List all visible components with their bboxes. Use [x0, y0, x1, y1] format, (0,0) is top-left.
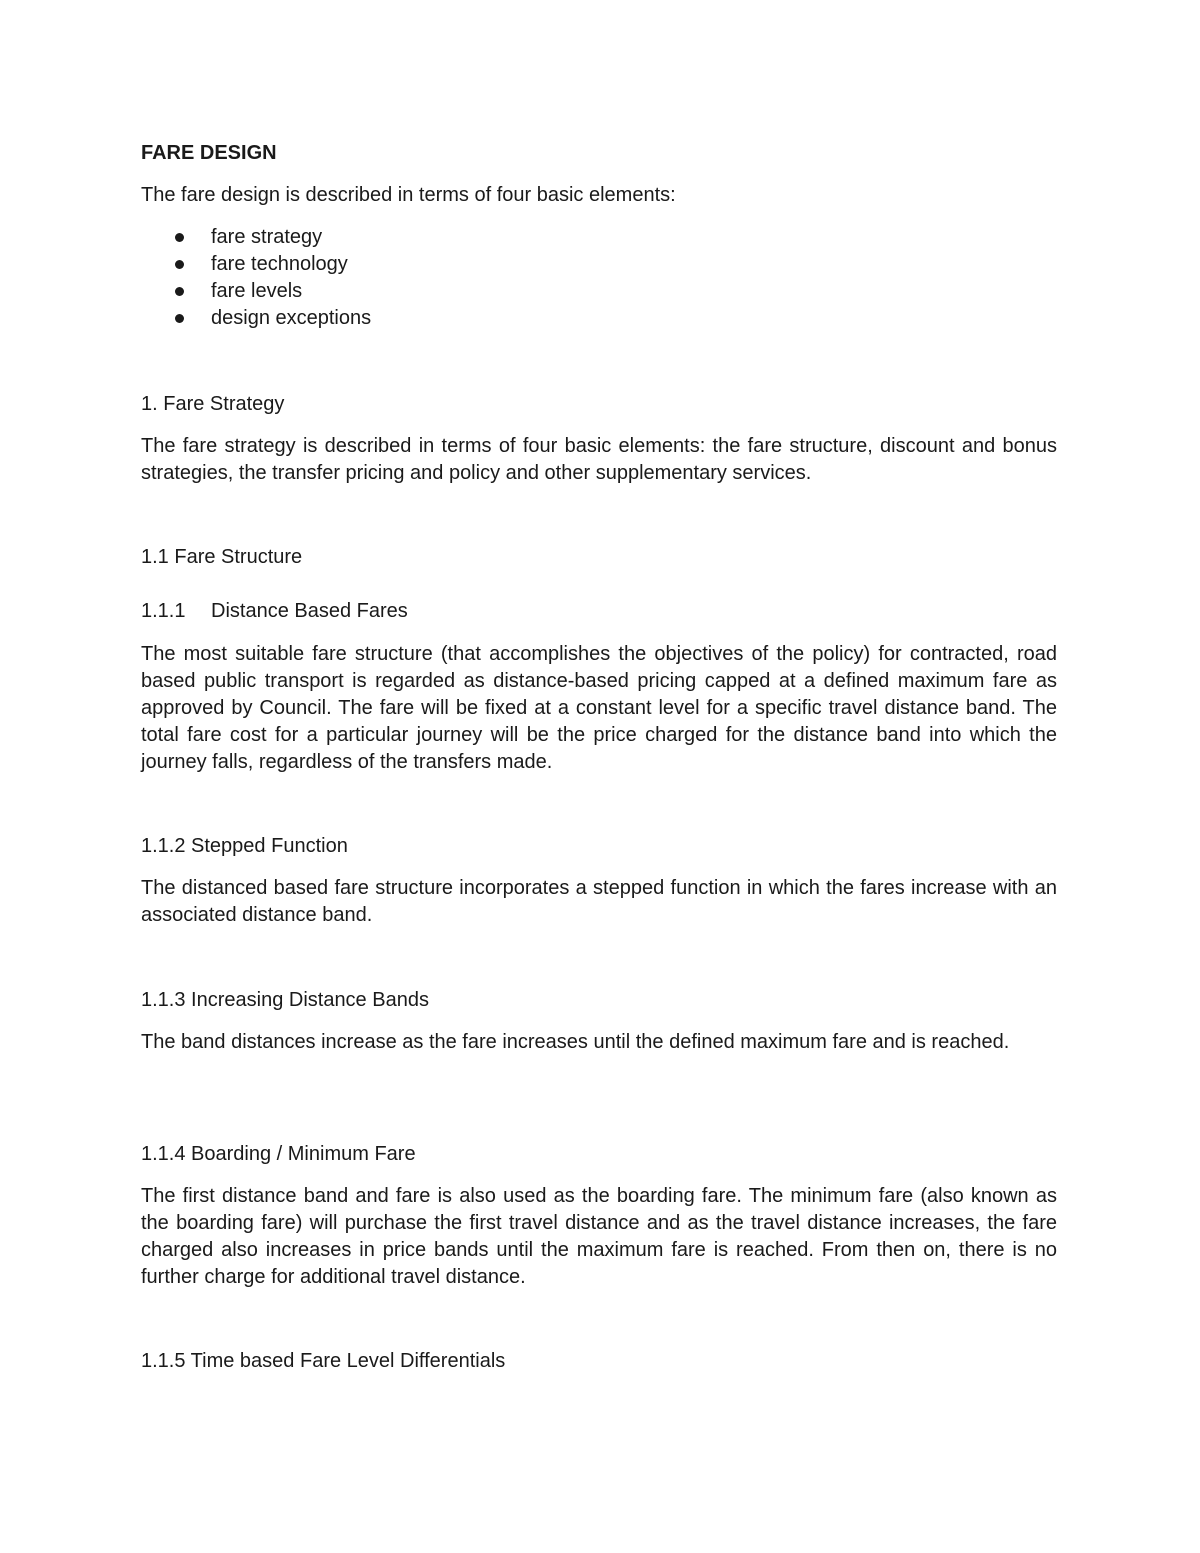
list-item: fare strategy	[141, 224, 1057, 251]
section-number: 1.1.1	[141, 600, 186, 622]
fare-strategy-paragraph: The fare strategy is described in terms of four basic elements: the fare structure, discount and bonus strategies, the transfer pricing and policy and other supplementary services.	[141, 435, 1057, 484]
section-heading-increasing-distance-bands: 1.1.3 Increasing Distance Bands	[141, 989, 429, 1011]
section-heading-distance-based-fares	[141, 598, 1057, 625]
distance-based-fares-paragraph: The most suitable fare structure (that accomplishes the objectives of the policy) for contracted, road based public transport is regarded as distance-based pricing capped at a defined maximum fare as approved by Council. The fare will be fixed at a constant level for a specific travel distance band. The total fare cost for a particular journey will be the price charged for the distance band into which the journey falls, regardless of the transfers made.	[141, 643, 1057, 773]
bullet-icon	[175, 314, 184, 323]
bullet-icon	[175, 233, 184, 242]
stepped-function-paragraph: The distanced based fare structure incorporates a stepped function in which the fares increase with an associated distance band.	[141, 877, 1057, 926]
list-item: fare technology	[141, 251, 1057, 278]
list-item: fare levels	[141, 278, 1057, 305]
section-heading-fare-structure: 1.1 Fare Structure	[141, 546, 303, 568]
elements-list	[141, 224, 1057, 332]
document-page	[141, 0, 1057, 1553]
section-heading-text: Distance Based Fares	[211, 600, 408, 622]
increasing-distance-bands-paragraph: The band distances increase as the fare increases until the defined maximum fare and is reached.	[141, 1031, 1010, 1053]
section-heading-boarding-minimum-fare: 1.1.4 Boarding / Minimum Fare	[141, 1143, 416, 1165]
section-heading-fare-strategy: 1. Fare Strategy	[141, 393, 285, 415]
bullet-icon	[175, 287, 184, 296]
list-item: design exceptions	[141, 305, 1057, 332]
boarding-minimum-fare-paragraph: The first distance band and fare is also used as the boarding fare. The minimum fare (also known as the boarding fare) will purchase the first travel distance and as the travel distance increases, the fare charged also increases in price bands until the maximum fare is reached. From then on, there is no further charge for additional travel distance.	[141, 1185, 1057, 1288]
intro-paragraph: The fare design is described in terms of four basic elements:	[141, 184, 676, 206]
bullet-icon	[175, 260, 184, 269]
section-heading-time-based-differentials: 1.1.5 Time based Fare Level Differentials	[141, 1350, 506, 1372]
section-heading-stepped-function: 1.1.2 Stepped Function	[141, 835, 348, 857]
document-title: FARE DESIGN	[141, 142, 277, 164]
